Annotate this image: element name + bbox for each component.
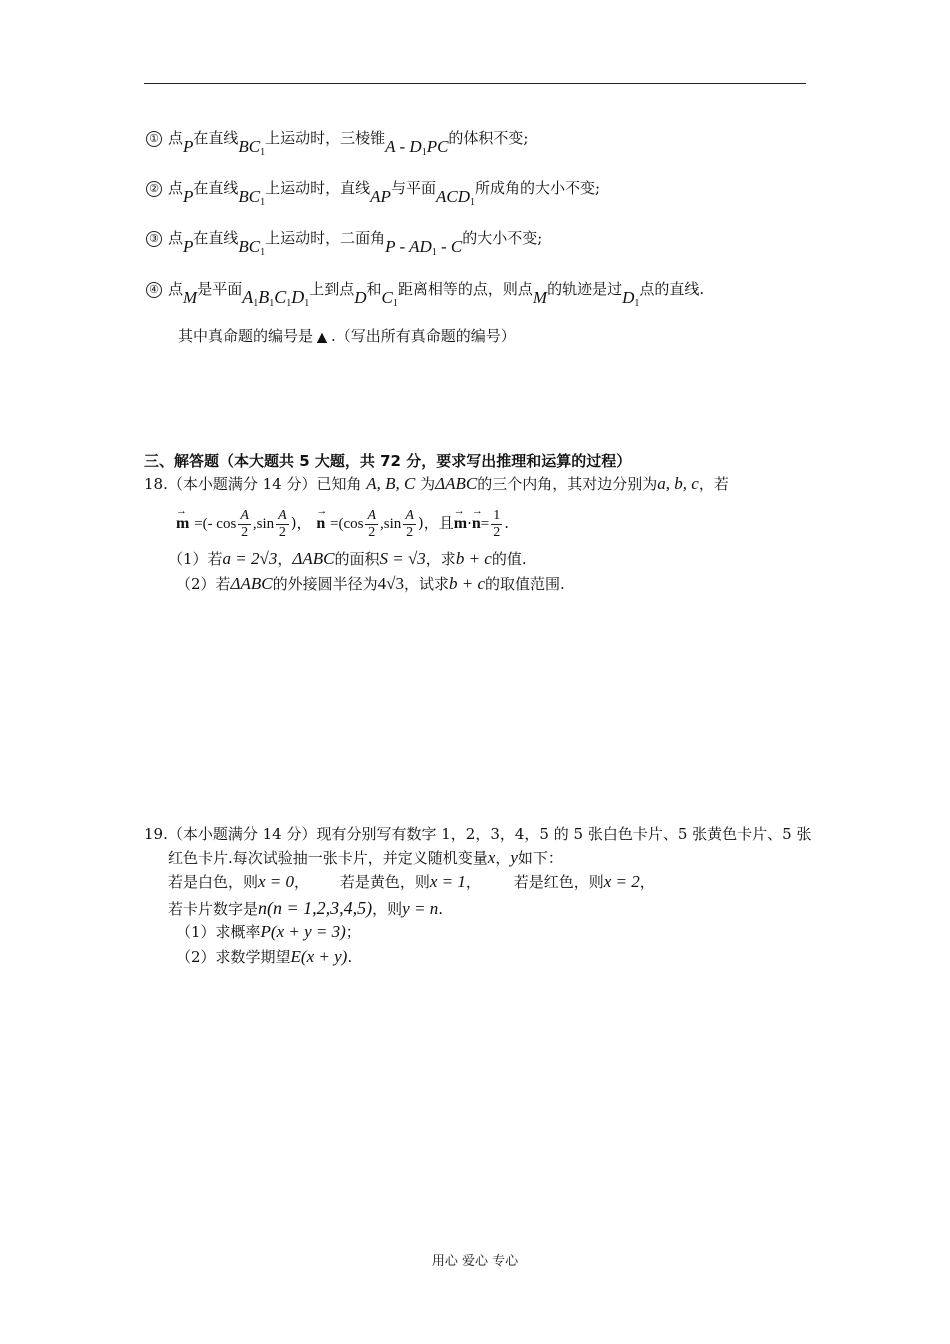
answer-line: 其中真命题的编号是 ▲ .（写出所有真命题的编号）	[178, 327, 516, 345]
fraction: $\frac{A}{2}$	[405, 507, 414, 540]
q19-line-3: 若是白色，则x = 0， 若是黄色，则x = 1， 若是红色，则x = 2，	[168, 872, 655, 891]
section-heading: 三、解答题（本大题共 5 大题，共 72 分，要求写出推理和运算的过程）	[144, 452, 632, 470]
fraction: $\frac{A}{2}$	[367, 507, 377, 540]
statement-number: ④	[146, 282, 162, 298]
q18-part-2: （2）若ΔABC的外接圆半径为4√3，试求b + c的取值范围.	[176, 574, 565, 593]
statement-4: ④ 点M是平面$A_1B_1C_1D_1$上到点D和$C_1$距离相等的点，则点M的轨迹是过$D_1$点的直线.	[146, 278, 704, 305]
answer-blank: ▲	[317, 330, 328, 345]
q19-part-2: （2）求数学期望E(x + y).	[176, 947, 353, 966]
q19-line-2: 红色卡片.每次试验抽一张卡片，并定义随机变量x，y如下：	[168, 848, 563, 867]
q19-line-1: 19.（本小题满分 14 分）现有分别写有数字 1，2，3，4，5 的 5 张白色卡片、5 张黄色卡片、5 张	[144, 825, 812, 843]
statement-1: ① 点P在直线$BC_1$上运动时，三棱锥A - $D_1PC$的体积不变;	[146, 128, 528, 154]
statement-number: ③	[146, 231, 162, 247]
fraction: $\frac{A}{2}$	[240, 507, 249, 540]
statement-2: ② 点P在直线$BC_1$上运动时，直线AP与平面$ACD_1$所成角的大小不变;	[146, 178, 600, 204]
vector-m: → m	[176, 507, 189, 541]
page-footer: 用心 爱心 专心	[431, 1254, 519, 1269]
q18-line-1: 18.（本小题满分 14 分）已知角 A, B, C 为ΔABC的三个内角，其对边分别为a, b, c，若	[144, 474, 729, 493]
vector-n: → n	[316, 507, 325, 541]
header-rule	[144, 83, 806, 84]
q18-part-1: （1）若a = 2√3，ΔABC的面积S = √3，求b + c的值.	[168, 549, 527, 568]
statement-number: ①	[146, 131, 162, 147]
statement-number: ②	[146, 181, 162, 197]
q19-line-4: 若卡片数字是n(n = 1,2,3,4,5)，则y = n.	[168, 898, 443, 918]
statement-3: ③ 点P在直线$BC_1$上运动时，二面角P - $AD_1$ - C的大小不变;	[146, 228, 542, 254]
q18-line-2: → m =(- cos $\frac{A}{2}$ ,sin $\frac{A}{2}$ )， → n =(cos $\frac{A}{2}$ ,sin $\frac{A}{2}$ )，且→ m·→ n= $\frac{1}{2}$ .	[176, 506, 509, 541]
fraction-half: $\frac{1}{2}$	[493, 507, 501, 540]
q19-part-1: （1）求概率P(x + y = 3)；	[176, 922, 361, 941]
fraction: $\frac{A}{2}$	[278, 507, 287, 540]
